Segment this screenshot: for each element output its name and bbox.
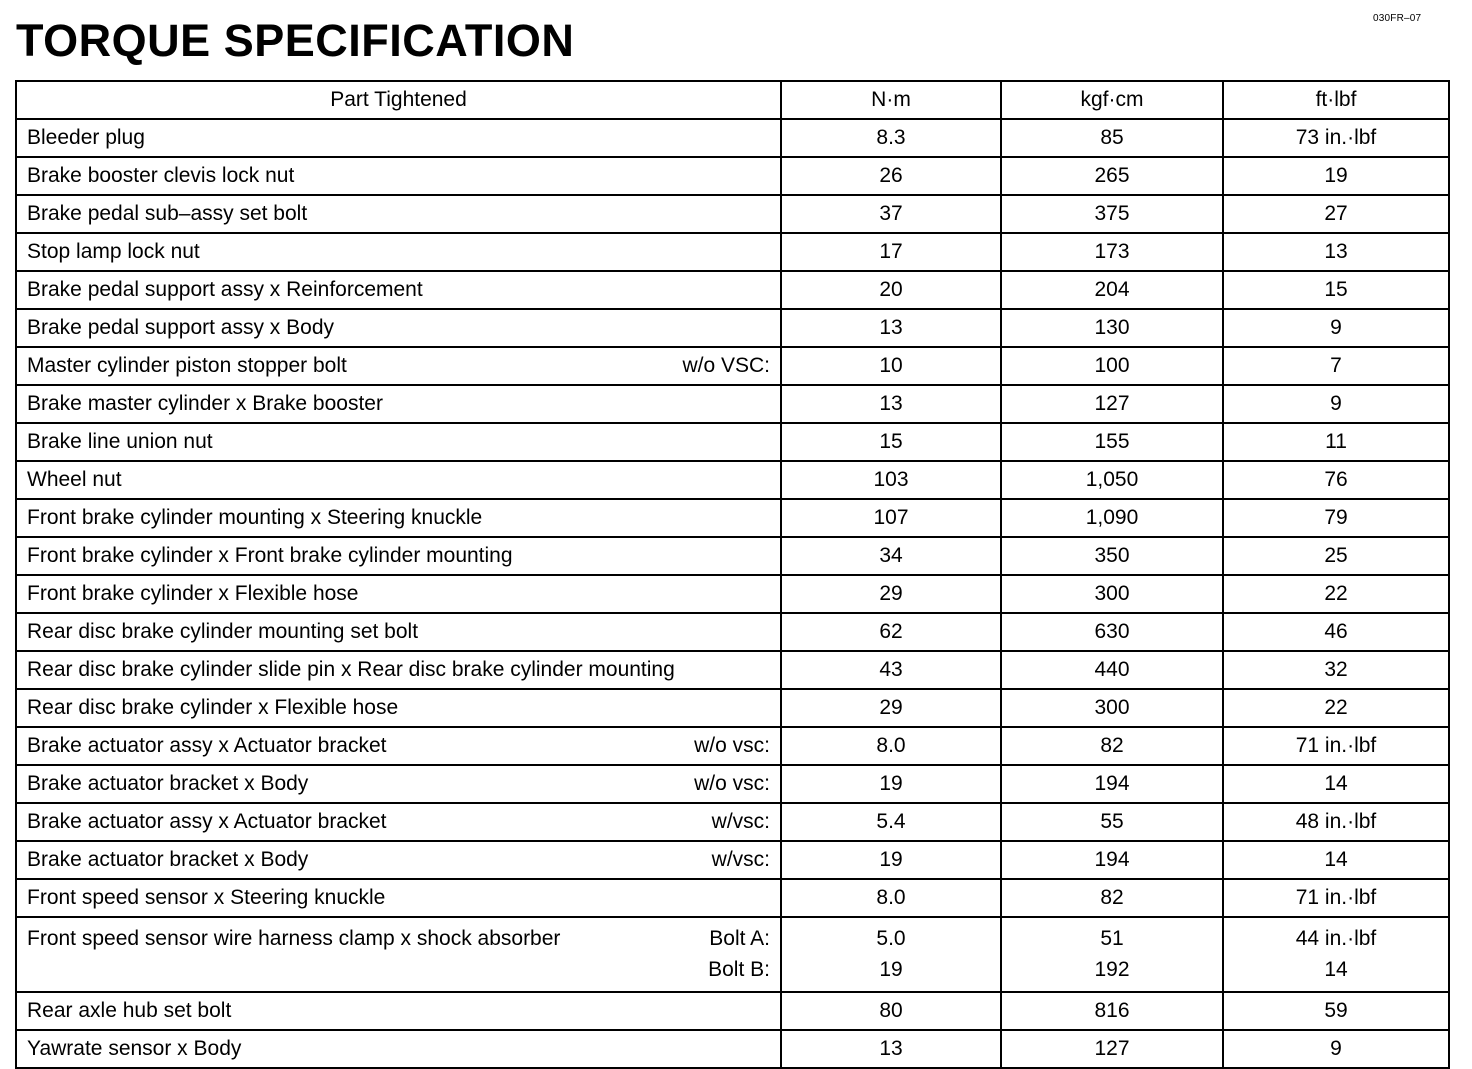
part-name: Brake actuator assy x Actuator bracket — [27, 810, 387, 833]
part-name: Brake pedal support assy x Reinforcement — [27, 278, 423, 301]
ftlbf-value: 32 — [1223, 651, 1449, 689]
table-header-row — [16, 81, 1449, 119]
part-name: Rear disc brake cylinder mounting set bolt — [27, 620, 419, 643]
part-condition-b: Bolt B: — [708, 958, 770, 981]
ftlbf-value: 48 in.·lbf — [1223, 803, 1449, 841]
header-ftlbf: ft·lbf — [1223, 81, 1449, 119]
nm-value: 8.3 — [781, 119, 1001, 157]
table-row — [16, 765, 1449, 803]
part-name: Front speed sensor x Steering knuckle — [27, 886, 386, 909]
part-name: Rear axle hub set bolt — [27, 999, 232, 1022]
table-row — [16, 347, 1449, 385]
part-cell — [16, 575, 781, 613]
part-cell — [16, 917, 781, 992]
kgfcm-value: 1,090 — [1001, 499, 1223, 537]
nm-value: 34 — [781, 537, 1001, 575]
kgfcm-value: 127 — [1001, 1030, 1223, 1068]
nm-value: 8.0 — [781, 879, 1001, 917]
ftlbf-value: 11 — [1223, 423, 1449, 461]
nm-value: 62 — [781, 613, 1001, 651]
part-name: Brake pedal sub–assy set bolt — [27, 202, 308, 225]
part-name: Brake booster clevis lock nut — [27, 164, 295, 187]
nm-value: 29 — [781, 689, 1001, 727]
part-cell — [16, 119, 781, 157]
part-cell — [16, 195, 781, 233]
nm-value: 37 — [781, 195, 1001, 233]
nm-value: 8.0 — [781, 727, 1001, 765]
ftlbf-value: 19 — [1223, 157, 1449, 195]
nm-value: 26 — [781, 157, 1001, 195]
part-condition: w/vsc: — [711, 848, 770, 871]
table-row — [16, 689, 1449, 727]
part-cell — [16, 309, 781, 347]
nm-value: 107 — [781, 499, 1001, 537]
ftlbf-value: 9 — [1223, 385, 1449, 423]
document-code: 030FR–07 — [1373, 13, 1422, 24]
part-name: Yawrate sensor x Body — [27, 1037, 242, 1060]
part-cell — [16, 1030, 781, 1068]
kgfcm-value: 375 — [1001, 195, 1223, 233]
part-cell — [16, 765, 781, 803]
part-condition: w/o VSC: — [682, 354, 770, 377]
ftlbf-value: 22 — [1223, 689, 1449, 727]
kgfcm-value — [1001, 917, 1223, 992]
table-row — [16, 727, 1449, 765]
kgfcm-value: 1,050 — [1001, 461, 1223, 499]
nm-value: 43 — [781, 651, 1001, 689]
part-name: Brake actuator bracket x Body — [27, 848, 309, 871]
nm-value: 10 — [781, 347, 1001, 385]
part-name: Bleeder plug — [27, 126, 145, 149]
nm-value: 19 — [781, 765, 1001, 803]
kgfcm-value: 194 — [1001, 841, 1223, 879]
kgfcm-value: 265 — [1001, 157, 1223, 195]
kgfcm-value-a: 51 — [1100, 927, 1124, 950]
part-cell — [16, 157, 781, 195]
table-row — [16, 271, 1449, 309]
part-name: Brake actuator bracket x Body — [27, 772, 309, 795]
part-name: Brake master cylinder x Brake booster — [27, 392, 383, 415]
part-condition: w/o vsc: — [694, 734, 770, 757]
ftlbf-value: 59 — [1223, 992, 1449, 1030]
nm-value: 80 — [781, 992, 1001, 1030]
table-row — [16, 423, 1449, 461]
part-cell — [16, 651, 781, 689]
nm-value: 103 — [781, 461, 1001, 499]
ftlbf-value: 15 — [1223, 271, 1449, 309]
nm-value: 29 — [781, 575, 1001, 613]
ftlbf-value: 27 — [1223, 195, 1449, 233]
part-name: Rear disc brake cylinder slide pin x Rear disc brake cylinder mounting — [27, 658, 675, 681]
nm-value: 13 — [781, 309, 1001, 347]
ftlbf-value: 71 in.·lbf — [1223, 879, 1449, 917]
nm-value: 17 — [781, 233, 1001, 271]
table-row — [16, 841, 1449, 879]
part-cell — [16, 499, 781, 537]
kgfcm-value: 130 — [1001, 309, 1223, 347]
part-name: Rear disc brake cylinder x Flexible hose — [27, 696, 399, 719]
torque-table — [15, 80, 1450, 1069]
kgfcm-value: 82 — [1001, 727, 1223, 765]
kgfcm-value: 204 — [1001, 271, 1223, 309]
part-cell — [16, 385, 781, 423]
ftlbf-value: 76 — [1223, 461, 1449, 499]
part-name: Brake actuator assy x Actuator bracket — [27, 734, 387, 757]
kgfcm-value: 630 — [1001, 613, 1223, 651]
part-cell — [16, 461, 781, 499]
ftlbf-value: 14 — [1223, 765, 1449, 803]
part-cell — [16, 879, 781, 917]
part-name: Front brake cylinder x Front brake cylinder mounting — [27, 544, 513, 567]
table-row — [16, 119, 1449, 157]
nm-value: 13 — [781, 1030, 1001, 1068]
kgfcm-value: 155 — [1001, 423, 1223, 461]
part-cell — [16, 689, 781, 727]
ftlbf-value: 73 in.·lbf — [1223, 119, 1449, 157]
nm-value: 5.4 — [781, 803, 1001, 841]
table-row — [16, 499, 1449, 537]
nm-value: 15 — [781, 423, 1001, 461]
part-name: Front brake cylinder mounting x Steering knuckle — [27, 506, 483, 529]
kgfcm-value: 127 — [1001, 385, 1223, 423]
kgfcm-value: 85 — [1001, 119, 1223, 157]
part-name: Front speed sensor wire harness clamp x shock absorber — [27, 927, 561, 950]
kgfcm-value: 82 — [1001, 879, 1223, 917]
ftlbf-value: 9 — [1223, 1030, 1449, 1068]
nm-value: 13 — [781, 385, 1001, 423]
kgfcm-value: 300 — [1001, 575, 1223, 613]
ftlbf-value: 46 — [1223, 613, 1449, 651]
table-row — [16, 1030, 1449, 1068]
ftlbf-value-b: 14 — [1324, 958, 1348, 981]
part-name: Master cylinder piston stopper bolt — [27, 354, 347, 377]
table-row — [16, 613, 1449, 651]
part-name: Stop lamp lock nut — [27, 240, 200, 263]
header-kgfcm: kgf·cm — [1001, 81, 1223, 119]
table-row — [16, 803, 1449, 841]
kgfcm-value: 55 — [1001, 803, 1223, 841]
part-cell — [16, 271, 781, 309]
part-condition: w/o vsc: — [694, 772, 770, 795]
header-nm: N·m — [781, 81, 1001, 119]
table-row — [16, 233, 1449, 271]
nm-value-b: 19 — [879, 958, 903, 981]
table-row — [16, 195, 1449, 233]
table-row — [16, 309, 1449, 347]
kgfcm-value: 100 — [1001, 347, 1223, 385]
ftlbf-value: 71 in.·lbf — [1223, 727, 1449, 765]
part-cell — [16, 803, 781, 841]
part-cell — [16, 233, 781, 271]
ftlbf-value: 13 — [1223, 233, 1449, 271]
part-cell — [16, 841, 781, 879]
nm-value: 20 — [781, 271, 1001, 309]
table-row — [16, 992, 1449, 1030]
table-row — [16, 461, 1449, 499]
part-condition-a: Bolt A: — [709, 927, 770, 950]
part-name: Brake line union nut — [27, 430, 213, 453]
part-name: Brake pedal support assy x Body — [27, 316, 335, 339]
table-row — [16, 157, 1449, 195]
ftlbf-value: 79 — [1223, 499, 1449, 537]
ftlbf-value: 7 — [1223, 347, 1449, 385]
part-cell — [16, 613, 781, 651]
ftlbf-value — [1223, 917, 1449, 992]
ftlbf-value-a: 44 in.·lbf — [1295, 927, 1377, 950]
kgfcm-value: 350 — [1001, 537, 1223, 575]
nm-value — [781, 917, 1001, 992]
table-row-multi — [16, 917, 1449, 992]
kgfcm-value: 194 — [1001, 765, 1223, 803]
part-name: Wheel nut — [27, 468, 122, 491]
ftlbf-value: 14 — [1223, 841, 1449, 879]
kgfcm-value: 173 — [1001, 233, 1223, 271]
table-row — [16, 537, 1449, 575]
table-row — [16, 879, 1449, 917]
nm-value-a: 5.0 — [876, 927, 906, 950]
ftlbf-value: 9 — [1223, 309, 1449, 347]
table-row — [16, 385, 1449, 423]
part-cell — [16, 423, 781, 461]
nm-value: 19 — [781, 841, 1001, 879]
kgfcm-value: 300 — [1001, 689, 1223, 727]
part-cell — [16, 992, 781, 1030]
page-title: TORQUE SPECIFICATION — [16, 15, 575, 66]
ftlbf-value: 22 — [1223, 575, 1449, 613]
part-condition: w/vsc: — [711, 810, 770, 833]
part-name: Front brake cylinder x Flexible hose — [27, 582, 359, 605]
kgfcm-value: 440 — [1001, 651, 1223, 689]
ftlbf-value: 25 — [1223, 537, 1449, 575]
kgfcm-value-b: 192 — [1094, 958, 1130, 981]
part-cell — [16, 537, 781, 575]
part-cell — [16, 347, 781, 385]
kgfcm-value: 816 — [1001, 992, 1223, 1030]
table-row — [16, 575, 1449, 613]
header-part-tightened: Part Tightened — [16, 81, 781, 119]
table-row — [16, 651, 1449, 689]
part-cell — [16, 727, 781, 765]
